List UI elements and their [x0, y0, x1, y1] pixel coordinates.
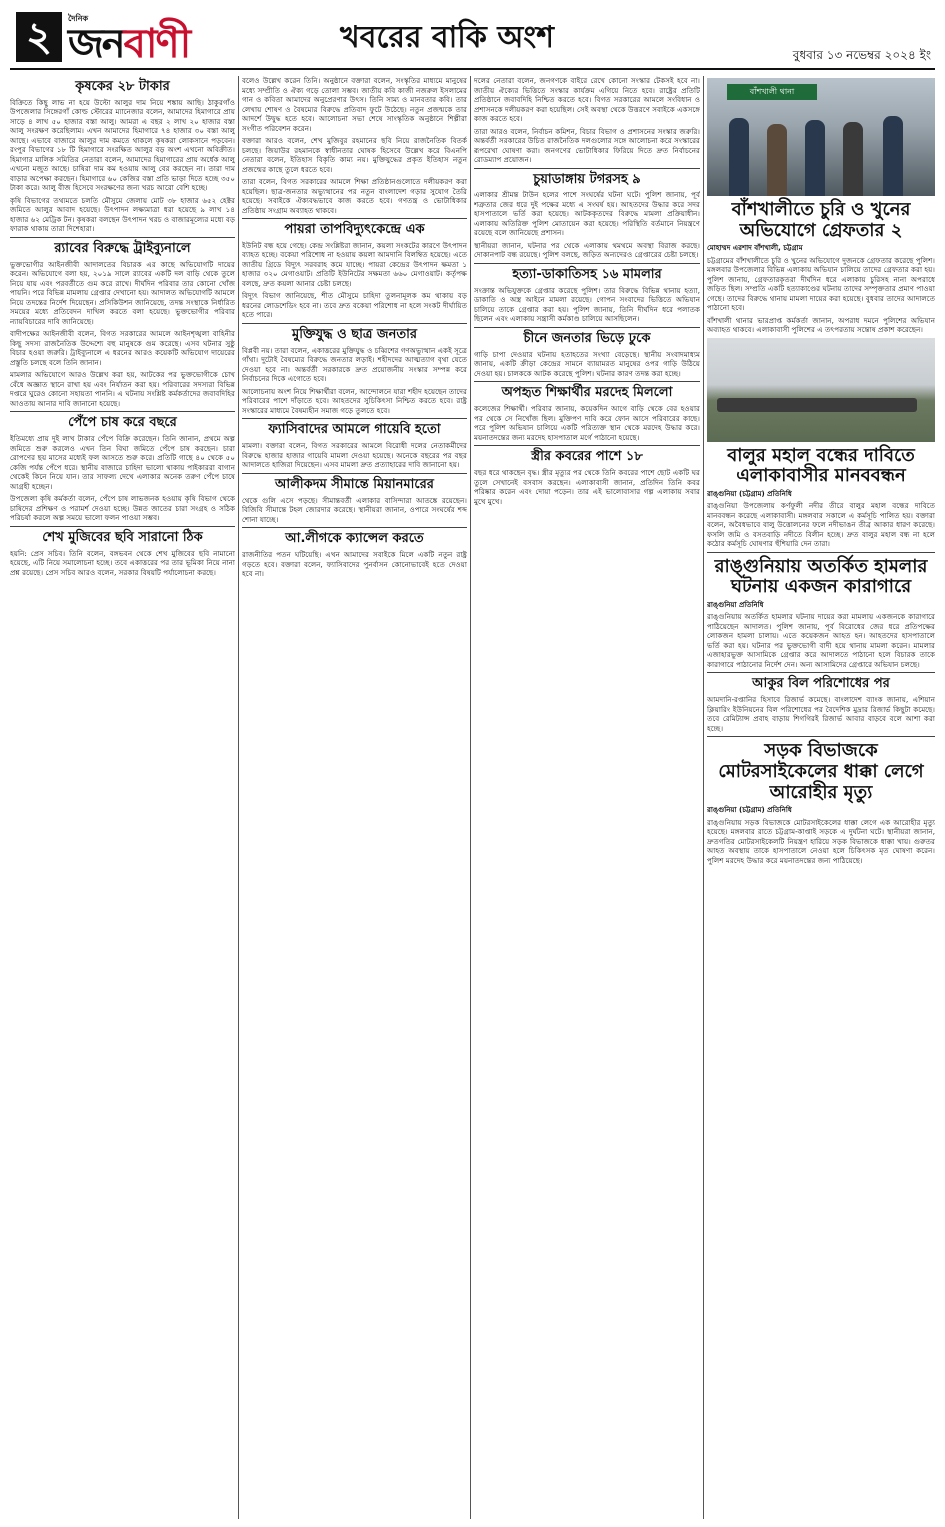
- divider: [474, 327, 700, 328]
- article-text: রাঙ্গুনিয়ায় সড়ক বিভাজকে মোটরসাইকেলের ধাক্কা লেগে এক আরোহীর মৃত্যু হয়েছে। মঙ্গলবার রাতে চট্টগ্রাম-কাপ্তাই সড়কে এ দুর্ঘটনা ঘটে। স্থানীয়রা জানান, দ্রুতগতির মোটরসাইকেলটি নিয়ন্ত্রণ হারিয়ে সড়ক বিভাজকে ধাক্কা খায়। গুরুতর আহত অবস্থায় তাকে হাসপাতালে নেওয়া হলে চিকিৎসক মৃত ঘোষণা করেন। পুলিশ মরদেহ উদ্ধার করে ময়নাতদন্তের জন্য পাঠিয়েছে।: [707, 817, 935, 865]
- article-text: বাদীপক্ষের আইনজীবী বলেন, বিগত সরকারের আমলে আইনশৃঙ্খলা বাহিনীর কিছু সদস্য রাজনৈতিক উদ্দেশ্যে বহু মানুষকে গুম করেছে। এসব ঘটনার সুষ্ঠু বিচার হওয়া জরুরি। ট্রাইব্যুনালে এ ধরনের আরও কয়েকটি অভিযোগ দায়েরের প্রস্তুতি চলছে বলে তিনি জানান।: [10, 329, 235, 367]
- byline: রাঙ্গুনিয়া (চট্টগ্রাম) প্রতিনিধি: [707, 489, 792, 498]
- article-text: মামলা। বক্তারা বলেন, বিগত সরকারের আমলে বিরোধী দলের নেতাকর্মীদের বিরুদ্ধে হাজার হাজার গায়েবি মামলা দেওয়া হয়েছে। অনেকে বছরের পর বছর আদালতে হাজিরা দিয়েছেন। এসব মামলা দ্রুত প্রত্যাহারের দাবি জানানো হয়।: [242, 441, 467, 470]
- divider: [242, 218, 467, 219]
- divider: [10, 411, 235, 412]
- divider: [242, 323, 467, 324]
- article-text: আলোচনায় অংশ নিয়ে শিক্ষার্থীরা বলেন, আন্দোলনে যারা শহীদ হয়েছেন তাদের পরিবারের পাশে দাঁড়াতে হবে। আহতদের সুচিকিৎসা নিশ্চিত করতে হবে। রাষ্ট্র সংস্কারের মাধ্যমে বৈষম্যহীন সমাজ গড়ে তুলতে হবে।: [242, 386, 467, 415]
- column-4: [707, 76, 935, 1519]
- headline: চুয়াডাঙ্গায় টগরসহ ৯: [533, 171, 641, 187]
- article-text: রাঙ্গুনিয়ায় অতর্কিত হামলার ঘটনায় দায়ের করা মামলায় একজনকে কারাগারে পাঠিয়েছেন আদালত। পুলিশ জানায়, পূর্ব বিরোধের জের ধরে প্রতিপক্ষের লোকজন হামলা চালায়। এতে কয়েকজন আহত হন। আহতদের হাসপাতালে ভর্তি করা হয়। ঘটনার পর ভুক্তভোগী বাদী হয়ে থানায় মামলা করেন। মামলার এজাহারভুক্ত আসামিকে গ্রেপ্তার করে আদালতে পাঠানো হলে বিচারক তাকে কারাগারে পাঠানোর নির্দেশ দেন। অন্য আসামিদের গ্রেপ্তারে অভিযান চলছে।: [707, 612, 935, 669]
- person-figure: [883, 116, 903, 196]
- divider: [707, 672, 935, 673]
- article-text: সংক্রান্ত অভিযুক্তকে গ্রেপ্তার করেছে পুলিশ। তার বিরুদ্ধে বিভিন্ন থানায় হত্যা, ডাকাতি ও অস্ত্র আইনে মামলা রয়েছে। গোপন সংবাদের ভিত্তিতে অভিযান চালিয়ে তাকে গ্রেপ্তার করা হয়। পুলিশ জানায়, তিনি দীর্ঘদিন ধরে পলাতক ছিলেন এবং এলাকায় সন্ত্রাসী কর্মকাণ্ড চালিয়ে আসছিলেন।: [474, 285, 700, 324]
- masthead: [10, 12, 935, 70]
- article-text: ইতিমধ্যে প্রায় দুই লাখ টাকার পেঁপে বিক্রি করেছেন। তিনি জানান, প্রথমে অল্প জমিতে শুরু করলেও এখন তিন বিঘা জমিতে পেঁপে চাষ করছেন। চারা রোপণের ছয় মাসের মধ্যেই ফল আসতে শুরু করে। প্রতিটি গাছে ৪০ থেকে ৫০ কেজি পর্যন্ত পেঁপে ধরে। স্থানীয় বাজারে চাহিদা ভালো থাকায় পাইকাররা বাগান থেকেই কিনে নিয়ে যান। তার সাফল্য দেখে এলাকার অনেক তরুণ পেঁপে চাষে আগ্রহী হচ্ছেন।: [10, 434, 235, 491]
- logo-part-b: বাণী: [123, 21, 190, 67]
- article-text: এলাকার শ্রীমন্ত টাউন হলের পাশে সংঘর্ষের ঘটনা ঘটে। পুলিশ জানায়, পূর্ব শত্রুতার জের ধরে দুই পক্ষের মধ্যে এ সংঘর্ষ হয়। আহতদের উদ্ধার করে সদর হাসপাতালে ভর্তি করা হয়েছে। আটককৃতদের বিরুদ্ধে মামলা প্রক্রিয়াধীন। এলাকায় অতিরিক্ত পুলিশ মোতায়েন করা হয়েছে। পরিস্থিতি বর্তমানে নিয়ন্ত্রণে রয়েছে বলে জানিয়েছে প্রশাসন।: [474, 190, 700, 238]
- article-text: থেকে গুলি এসে পড়ছে। সীমান্তবর্তী এলাকার বাসিন্দারা আতঙ্কে রয়েছেন। বিজিবি সীমান্তে টহল জোরদার করেছে। স্থানীয়রা জানান, ওপারে সংঘর্ষের শব্দ শোনা যাচ্ছে।: [242, 495, 467, 524]
- divider: [242, 473, 467, 474]
- crowd-figure: [717, 398, 917, 412]
- paper-logo: [68, 18, 189, 71]
- headline: আ.লীগকে ক্যান্সেল করতে: [285, 531, 424, 547]
- person-figure: [767, 124, 787, 196]
- headline: সড়ক বিভাজকে মোটরসাইকেলের ধাক্কা লেগে আরোহীর মৃত্যু: [718, 740, 924, 803]
- article-text: রাঙ্গুনিয়া উপজেলায় কর্ণফুলী নদীর তীরে বালুর মহাল বন্ধের দাবিতে মানববন্ধন করেছে এলাকাবাসী। মঙ্গলবার সকালে এ কর্মসূচি পালিত হয়। বক্তারা বলেন, অবৈধভাবে বালু উত্তোলনের ফলে নদীভাঙন তীব্র আকার ধারণ করেছে। ফসলি জমি ও বসতবাড়ি নদীতে বিলীন হচ্ছে। দ্রুত বালুর মহাল বন্ধ না হলে কঠোর কর্মসূচি ঘোষণার হুঁশিয়ারি দেন তারা।: [707, 501, 935, 549]
- divider: [474, 445, 700, 446]
- issue-date: বুধবার ১৩ নভেম্বর ২০২৪ ইং: [792, 48, 931, 62]
- column-3: [474, 76, 700, 1519]
- article-text: দলের নেতারা বলেন, জনগণকে বাইরে রেখে কোনো সংস্কার টেকসই হবে না। জাতীয় ঐক্যের ভিত্তিতে সংস্কার কার্যক্রম এগিয়ে নিতে হবে। রাষ্ট্রের প্রতিটি প্রতিষ্ঠানে জবাবদিহি নিশ্চিত করতে হবে। বিগত সরকারের আমলে সংবিধান ও প্রশাসনকে দলীয়করণ করা হয়েছিল। সেই অবস্থা থেকে উত্তরণে সবাইকে একসঙ্গে কাজ করতে হবে।: [474, 76, 700, 123]
- article-text: বলেও উল্লেখ করেন তিনি। অনুষ্ঠানে বক্তারা বলেন, সংস্কৃতির মাধ্যমে মানুষের মধ্যে সম্প্রীতি ও ঐক্য গড়ে তোলা সম্ভব। জাতীয় কবি কাজী নজরুল ইসলামের গান ও কবিতা আমাদের অনুপ্রেরণার উৎস। তিনি সাম্য ও মানবতার কবি। তার লেখায় শোষণ ও বৈষম্যের বিরুদ্ধে প্রতিবাদ ফুটে উঠেছে। নতুন প্রজন্মকে তার আদর্শে উদ্বুদ্ধ হতে হবে। আলোচনা সভা শেষে সাংস্কৃতিক অনুষ্ঠানে শিল্পীরা সংগীত পরিবেশন করেন।: [242, 76, 467, 133]
- person-figure: [729, 118, 749, 196]
- headline: রাঙ্গুনিয়ায় অতর্কিত হামলার ঘটনায় একজন কারাগারে: [714, 555, 928, 598]
- article-text: বিক্রিতে কিছু লাভ না হয়ে উল্টো আলুর দাম নিয়ে শঙ্কায় আছি। ঠাকুরগাঁও উপজেলার সিঙ্গেরগাঁ কোল্ড স্টোরের ম্যানেজার বলেন, আমাদের হিমাগারে প্রায় সাড়ে ৪ লাখ ৫০ হাজার বস্তা আলু। আমরা এ বছর ২ লাখ ২০ হাজার বস্তা আলু সংরক্ষণ করেছিলাম। এখন আমাদের হিমাগারে ৭৪ হাজার ৩০ বস্তা আলু আছে। এভাবে বাজারে আলুর দাম কমতে থাকলে কৃষকরা লোকসানে পড়বেন। রংপুর বিভাগের ১৮ টি হিমাগারে সংরক্ষিত আলুর বড় অংশ এখনো অবিক্রীত। হিমাগার মালিক সমিতির নেতারা বলেন, আমাদের হিমাগারের প্রায় অর্ধেক আলু এখনো মজুত আছে। চাষিরা দাম কম হওয়ায় আলু বের করছেন না। তারা দাম বাড়ার অপেক্ষা করছেন। হিমাগারে ৬০ কেজির বস্তা প্রতি ভাড়া দিতে হচ্ছে ৩৫০ টাকা করে। আলু বীজ হিসেবে সংরক্ষণের জন্য খরচ আরো বেশি হচ্ছে।: [10, 97, 235, 193]
- article-text: আমদানি-রপ্তানির হিসাবে রিজার্ভ কমেছে। বাংলাদেশ ব্যাংক জানায়, এশিয়ান ক্লিয়ারিং ইউনিয়নের বিল পরিশোধের পর বৈদেশিক মুদ্রার রিজার্ভ কিছুটা কমেছে। তবে রেমিট্যান্স প্রবাহ বাড়ায় শিগগিরই রিজার্ভ আবার বাড়বে বলে আশা করা হচ্ছে।: [707, 695, 935, 733]
- divider: [707, 552, 935, 553]
- headline: আলীকদম সীমান্তে মিয়ানমারের: [275, 476, 434, 492]
- news-photo-police: [707, 78, 935, 196]
- article-text: উপজেলা কৃষি কর্মকর্তা বলেন, পেঁপে চাষ লাভজনক হওয়ায় কৃষি বিভাগ থেকে চাষিদের প্রশিক্ষণ ও পরামর্শ দেওয়া হচ্ছে। উন্নত জাতের চারা সংগ্রহ ও সঠিক পরিচর্যা করলে অল্প সময়ে ভালো ফলন পাওয়া সম্ভব।: [10, 494, 235, 523]
- article-text: ভুক্তভোগীর আইনজীবী আদালতের বিচারক এর কাছে অভিযোগটি দায়ের করেন। অভিযোগে বলা হয়, ২০১৯ সালে র‍্যাবের একটি দল বাড়ি থেকে তুলে নিয়ে যায় এবং পরবর্তীতে গুম করে রাখে। দীর্ঘদিন পরিবার তার কোনো খোঁজ পায়নি। পরে বিভিন্ন মামলায় গ্রেপ্তার দেখানো হয়। আদালত অভিযোগটি আমলে নিয়ে তদন্তের নির্দেশ দিয়েছেন। প্রসিকিউশন জানিয়েছে, তদন্ত সংস্থাকে নির্ধারিত সময়ের মধ্যে প্রতিবেদন দাখিল করতে বলা হয়েছে। ভুক্তভোগীর পরিবার ন্যায়বিচারের দাবি জানিয়েছে।: [10, 259, 235, 326]
- logo-part-a: জন: [68, 21, 124, 67]
- article-text: তারা আরও বলেন, নির্বাচন কমিশন, বিচার বিভাগ ও প্রশাসনের সংস্কার জরুরি। অন্তর্বর্তী সরকারের উচিত রাজনৈতিক দলগুলোর সঙ্গে আলোচনা করে সংস্কারের রূপরেখা ঘোষণা করা। জনগণের ভোটাধিকার ফিরিয়ে দিতে দ্রুত নির্বাচনের রোডম্যাপ প্রয়োজন।: [474, 126, 700, 164]
- article-text: কলেজের শিক্ষার্থী। পরিবার জানায়, কয়েকদিন আগে বাড়ি থেকে বের হওয়ার পর থেকে সে নিখোঁজ ছিল। মুক্তিপণ দাবি করে ফোন আসে পরিবারের কাছে। পরে পুলিশ অভিযান চালিয়ে একটি পরিত্যক্ত স্থান থেকে মরদেহ উদ্ধার করে। ময়নাতদন্তের জন্য মরদেহ হাসপাতাল মর্গে পাঠানো হয়েছে।: [474, 404, 700, 442]
- headline: অপহৃত শিক্ষার্থীর মরদেহ মিললো: [501, 385, 673, 401]
- headline: চীনে জনতার ভিড়ে ঢুকে: [523, 330, 651, 346]
- article-text: বক্তারা আরও বলেন, শেখ মুজিবুর রহমানের ছবি নিয়ে রাজনৈতিক বিতর্ক চলছে। জিয়াউর রহমানকে স্বাধীনতার ঘোষক হিসেবে উল্লেখ করে বিএনপি নেতারা বলেন, ইতিহাস বিকৃতি কাম্য নয়। মুক্তিযুদ্ধের প্রকৃত ইতিহাস নতুন প্রজন্মের কাছে তুলে ধরতে হবে।: [242, 136, 467, 174]
- divider: [242, 527, 467, 528]
- person-figure: [805, 120, 825, 196]
- column-1: [10, 76, 235, 1519]
- article-text: স্থানীয়রা জানান, ঘটনার পর থেকে এলাকায় থমথমে অবস্থা বিরাজ করছে। দোকানপাট বন্ধ রয়েছে। পুলিশ বলছে, জড়িত অন্যদেরও গ্রেপ্তারের চেষ্টা চলছে।: [474, 240, 700, 260]
- article-text: মামলার অভিযোগে আরও উল্লেখ করা হয়, আটকের পর ভুক্তভোগীকে চোখ বেঁধে অজ্ঞাত স্থানে রাখা হয় এবং নির্যাতন করা হয়। পরিবারের সদস্যরা বিভিন্ন দপ্তরে ঘুরেও কোনো সহায়তা পাননি। এ ঘটনায় সংশ্লিষ্ট কর্মকর্তাদের জবাবদিহির আওতায় আনার দাবি জানানো হয়েছে।: [10, 370, 235, 408]
- news-photo-riverbank: [707, 338, 935, 442]
- byline: মোহাম্মদ এরশাদ বাঁশখালী, চট্টগ্রাম: [707, 244, 803, 253]
- divider: [474, 263, 700, 264]
- section-title: খবরের বাকি অংশ: [340, 20, 554, 55]
- headline: পায়রা তাপবিদ্যুৎকেন্দ্রে এক: [284, 222, 425, 237]
- page-number: ২: [16, 12, 62, 62]
- column-divider: [703, 76, 704, 1519]
- headline: শেখ মুজিবের ছবি সারানো ঠিক: [42, 529, 203, 545]
- paper-tag: দৈনিক: [68, 14, 89, 23]
- byline: রাঙ্গুনিয়া (চট্টগ্রাম) প্রতিনিধি: [707, 806, 792, 815]
- divider: [242, 418, 467, 419]
- divider: [474, 381, 700, 382]
- divider: [10, 526, 235, 527]
- headline: হত্যা-ডাকাতিসহ ১৬ মামলার: [512, 266, 662, 282]
- article-text: বাঁশখালী থানার ভারপ্রাপ্ত কর্মকর্তা জানান, অপরাধ দমনে পুলিশের অভিযান অব্যাহত থাকবে। এলাকাবাসী পুলিশের এ তৎপরতায় সন্তোষ প্রকাশ করেছেন।: [707, 315, 935, 335]
- headline: বাঁশখালীতে চুরি ও খুনের অভিযোগে গ্রেফতার ২: [731, 199, 911, 241]
- column-divider: [470, 76, 471, 1519]
- divider: [474, 168, 700, 169]
- headline: ফ্যাসিবাদের আমলে গায়েবি হতো: [268, 422, 441, 438]
- divider: [707, 736, 935, 737]
- column-divider: [238, 76, 239, 1519]
- article-text: গাড়ি চাপা দেওয়ার ঘটনায় হতাহতের সংখ্যা বেড়েছে। স্থানীয় সংবাদমাধ্যম জানায়, একটি ক্রীড়া কেন্দ্রের সামনে ব্যায়ামরত মানুষের ওপর গাড়ি উঠিয়ে দেওয়া হয়। চালককে আটক করেছে পুলিশ। ঘটনার কারণ তদন্ত করা হচ্ছে।: [474, 349, 700, 378]
- article-text: বছর ধরে থাকছেন বৃদ্ধ। স্ত্রীর মৃত্যুর পর থেকে তিনি কবরের পাশে ছোট একটি ঘর তুলে সেখানেই বসবাস করছেন। এলাকাবাসী জানান, প্রতিদিন তিনি কবর পরিষ্কার করেন এবং দোয়া পড়েন। তার এই ভালোবাসার গল্প এলাকায় সবার মুখে মুখে।: [474, 468, 700, 506]
- headline: বালুর মহাল বন্ধের দাবিতে এলাকাবাসীর মানববন্ধন: [727, 444, 915, 487]
- article-text: রাজনীতির পতন ঘটিয়েছি। এখন আমাদের সবাইকে মিলে একটি নতুন রাষ্ট্র গড়তে হবে। বক্তারা বলেন, ফ্যাসিবাদের পুনর্বাসন কোনোভাবেই হতে দেওয়া হবে না।: [242, 550, 467, 579]
- article-text: হয়নি: প্রেস সচিব। তিনি বলেন, বঙ্গভবন থেকে শেখ মুজিবের ছবি নামানো হয়েছে, এটি নিয়ে সমালোচনা হচ্ছে। তবে একাত্তরের পর তার ভূমিকা নিয়ে নানা প্রশ্ন রয়েছে। প্রেস সচিব আরও বলেন, সরকার বিষয়টি পর্যালোচনা করছে।: [10, 548, 235, 577]
- person-figure: [843, 122, 863, 196]
- article-text: কৃষি বিভাগের তথ্যমতে চলতি মৌসুমে জেলায় মোট ৩৮ হাজার ৬৫২ হেক্টর জমিতে আলুর আবাদ হয়েছে। উৎপাদন লক্ষ্যমাত্রা ধরা হয়েছে ৯ লাখ ১৪ হাজার ৬২ মেট্রিক টন। কৃষকরা বলছেন উৎপাদন খরচ ও বাজারমূল্যের মধ্যে বড় ফারাক থাকায় তারা দিশেহারা।: [10, 195, 235, 234]
- headline: পেঁপে চাষ করে বছরে: [68, 415, 177, 431]
- headline: র‍্যাবের বিরুদ্ধে ট্রাইব্যুনালে: [54, 240, 191, 256]
- divider: [10, 237, 235, 238]
- photo-sign: বাঁশখালী থানা: [727, 84, 817, 100]
- article-text: ইউনিট বন্ধ হয়ে গেছে। কেন্দ্র সংশ্লিষ্টরা জানান, কয়লা সংকটের কারণে উৎপাদন ব্যাহত হচ্ছে। বকেয়া পরিশোধ না হওয়ায় কয়লা আমদানি বিলম্বিত হয়েছে। এতে জাতীয় গ্রিডে বিদ্যুৎ সরবরাহ কমে যাচ্ছে। পায়রা কেন্দ্রের উৎপাদন ক্ষমতা ১ হাজার ৩২০ মেগাওয়াট। প্রতিটি ইউনিটের সক্ষমতা ৬৬০ মেগাওয়াট। কর্তৃপক্ষ বলছে, দ্রুত কয়লা আনার চেষ্টা চলছে।: [242, 240, 467, 288]
- article-text: বিপ্লবী নয়। তারা বলেন, একাত্তরের মুক্তিযুদ্ধ ও চব্বিশের গণঅভ্যুত্থান একই সূত্রে গাঁথা। দুটোই বৈষম্যের বিরুদ্ধে জনতার লড়াই। শহীদদের আত্মত্যাগ বৃথা যেতে দেওয়া হবে না। অন্তর্বর্তী সরকারকে দ্রুত প্রয়োজনীয় সংস্কার সম্পন্ন করে নির্বাচনের দিকে এগোতে হবে।: [242, 345, 467, 384]
- article-text: তারা বলেন, বিগত সরকারের আমলে শিক্ষা প্রতিষ্ঠানগুলোতে দলীয়করণ করা হয়েছিল। ছাত্র-জনতার অভ্যুত্থানের পর নতুন বাংলাদেশ গড়ার সুযোগ তৈরি হয়েছে। সবাইকে ঐক্যবদ্ধভাবে কাজ করতে হবে। গণতন্ত্র ও ভোটাধিকার প্রতিষ্ঠায় সংগ্রাম অব্যাহত থাকবে।: [242, 177, 467, 215]
- columns: [10, 76, 935, 1519]
- headline: কৃষকের ২৮ টাকার: [75, 79, 170, 94]
- headline: মুক্তিযুদ্ধ ও ছাত্র জনতার: [292, 326, 417, 342]
- column-2: [242, 76, 467, 1519]
- article-text: বিদ্যুৎ বিভাগ জানিয়েছে, শীত মৌসুমে চাহিদা তুলনামূলক কম থাকায় বড় ধরনের লোডশেডিং হবে না। তবে দ্রুত বকেয়া পরিশোধ না হলে সংকট দীর্ঘায়িত হতে পারে।: [242, 291, 467, 320]
- headline: আকুর বিল পরিশোধের পর: [752, 676, 890, 692]
- byline: রাঙ্গুনিয়া প্রতিনিধি: [707, 601, 764, 610]
- article-text: চট্টগ্রামের বাঁশখালীতে চুরি ও খুনের অভিযোগে দুজনকে গ্রেফতার করেছে পুলিশ। মঙ্গলবার উপজেলার বিভিন্ন এলাকায় অভিযান চালিয়ে তাদের গ্রেফতার করা হয়। পুলিশ জানায়, গ্রেফতারকৃতরা দীর্ঘদিন ধরে এলাকায় চুরিসহ নানা অপরাধে জড়িত ছিল। সম্প্রতি একটি হত্যাকাণ্ডের ঘটনায় তাদের সম্পৃক্ততার প্রমাণ পাওয়া গেছে। তাদের বিরুদ্ধে থানায় মামলা দায়ের করা হয়েছে। বুধবার তাদের আদালতে পাঠানো হবে।: [707, 255, 935, 313]
- headline: স্ত্রীর কবরের পাশে ১৮: [531, 449, 643, 465]
